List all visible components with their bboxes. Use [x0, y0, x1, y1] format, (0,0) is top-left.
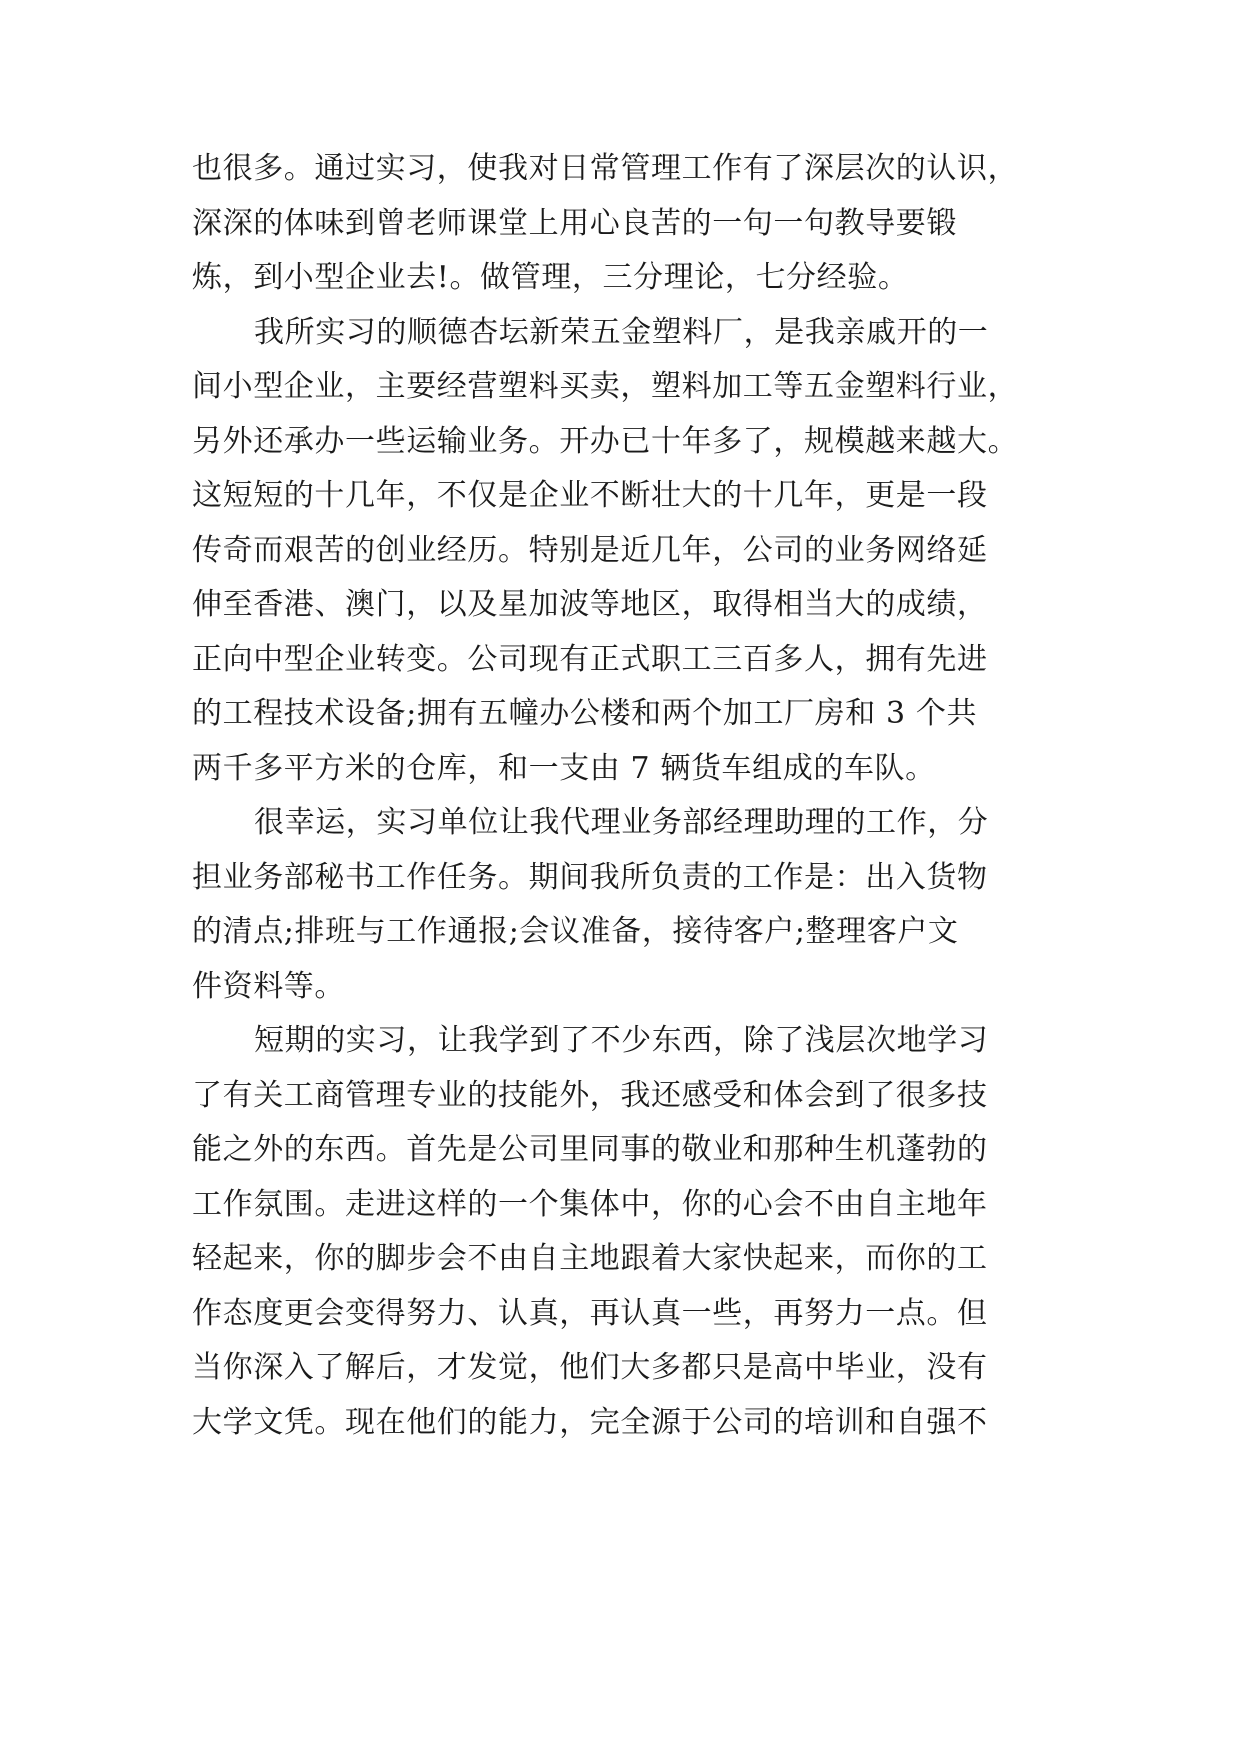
text-line: 轻起来，你的脚步会不由自主地跟着大家快起来，而你的工 [192, 1241, 988, 1276]
text-line: 的工程技术设备;拥有五幢办公楼和两个加工厂房和 3 个共 [192, 696, 978, 731]
text-line: 伸至香港、澳门，以及星加波等地区，取得相当大的成绩， [192, 587, 988, 622]
text-line: 大学文凭。现在他们的能力，完全源于公司的培训和自强不 [192, 1404, 988, 1440]
body-text [192, 142, 1072, 1450]
text-line: 也很多。通过实习，使我对日常管理工作有了深层次的认识， [192, 151, 1019, 186]
text-line: 两千多平方米的仓库，和一支由 7 辆货车组成的车队。 [192, 750, 936, 786]
text-line: 炼，到小型企业去!。做管理，三分理论，七分经验。 [192, 260, 909, 295]
text-line: 深深的体味到曾老师课堂上用心良苦的一句一句教导要锻 [192, 205, 957, 241]
text-line: 传奇而艰苦的创业经历。特别是近几年，公司的业务网络延 [192, 532, 988, 568]
text-line: 作态度更会变得努力、认真，再认真一些，再努力一点。但 [192, 1295, 988, 1331]
text-line: 正向中型企业转变。公司现有正式职工三百多人，拥有先进 [192, 641, 988, 677]
paragraph-start-line: 很幸运，实习单位让我代理业务部经理助理的工作，分 [254, 805, 989, 840]
text-line: 另外还承办一些运输业务。开办已十年多了，规模越来越大。 [192, 423, 1019, 459]
text-line: 件资料等。 [192, 968, 345, 1004]
text-line: 担业务部秘书工作任务。期间我所负责的工作是：出入货物 [192, 859, 988, 895]
text-line: 工作氛围。走进这样的一个集体中，你的心会不由自主地年 [192, 1186, 988, 1222]
text-line: 当你深入了解后，才发觉，他们大多都只是高中毕业，没有 [192, 1350, 988, 1385]
text-line: 能之外的东西。首先是公司里同事的敬业和那种生机蓬勃的 [192, 1132, 988, 1167]
paragraph-start-line: 我所实习的顺德杏坛新荣五金塑料厂，是我亲戚开的一 [254, 314, 989, 350]
paragraph-start-line: 短期的实习，让我学到了不少东西，除了浅层次地学习 [254, 1023, 989, 1058]
text-line: 间小型企业，主要经营塑料买卖，塑料加工等五金塑料行业， [192, 369, 1019, 404]
text-line: 了有关工商管理专业的技能外，我还感受和体会到了很多技 [192, 1077, 988, 1113]
text-line: 这短短的十几年，不仅是企业不断壮大的十几年，更是一段 [192, 478, 988, 513]
text-line: 的清点;排班与工作通报;会议准备，接待客户;整理客户文 [192, 914, 959, 949]
